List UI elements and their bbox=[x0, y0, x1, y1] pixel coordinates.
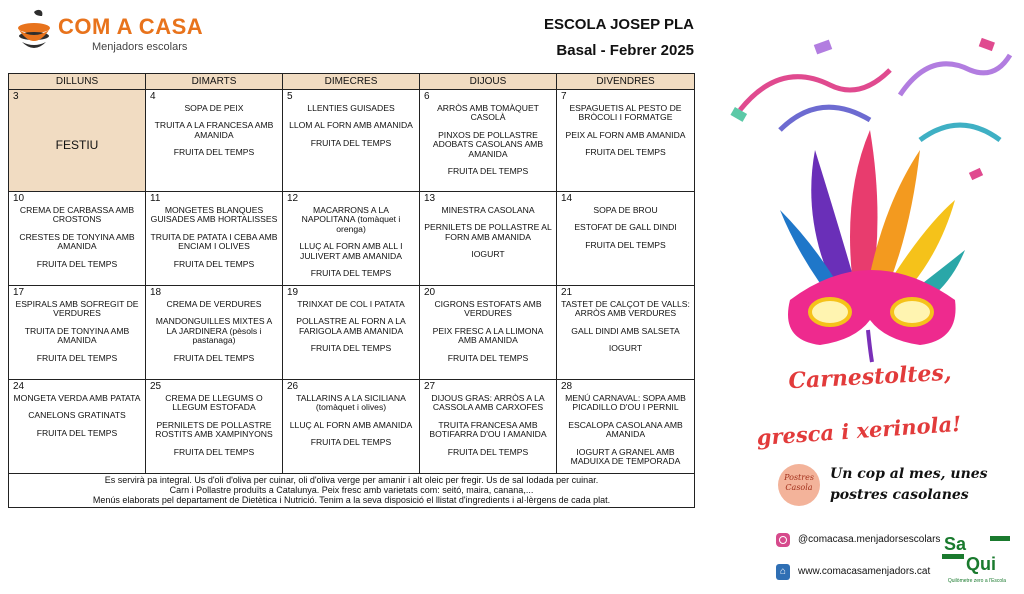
footer-note: Es servirà pa integral. Us d'oli d'oliva per cuinar, oli d'oliva verge per amanir i alt oleic per fregir. Us de sal Iodada per cuinar. bbox=[104, 475, 599, 485]
day-cell bbox=[9, 286, 146, 380]
promo-line: postres casolanes bbox=[830, 487, 969, 503]
dish-item: GALL DINDI AMB SALSETA bbox=[571, 325, 680, 336]
day-cell bbox=[557, 192, 694, 286]
dish-item: ARRÒS AMB TOMÀQUET CASOLÀ bbox=[437, 103, 539, 123]
weeks-grid bbox=[9, 90, 694, 474]
dish-item: ESTOFAT DE GALL DINDI bbox=[574, 222, 677, 233]
website-link[interactable]: www.comacasamenjadors.cat bbox=[798, 566, 931, 577]
day-cell bbox=[9, 380, 146, 474]
dish-item: TRUITA A LA FRANCESA AMB AMANIDA bbox=[154, 120, 274, 140]
day-cell bbox=[283, 90, 420, 192]
day-number: 20 bbox=[424, 287, 436, 298]
dish-item: CRESTES DE TONYINA AMB AMANIDA bbox=[19, 231, 135, 252]
dish-item: FRUITA DEL TEMPS bbox=[36, 258, 118, 269]
dish-item: FRUITA DEL TEMPS bbox=[585, 239, 666, 250]
badge-line: Postres bbox=[784, 473, 814, 482]
dish-item: FRUITA DEL TEMPS bbox=[173, 147, 255, 158]
dish-item: TRINXAT DE COL I PATATA bbox=[297, 299, 405, 309]
dish-item: SOPA DE PEIX bbox=[184, 103, 244, 113]
day-number: 10 bbox=[13, 193, 25, 204]
dish-item: FRUITA DEL TEMPS bbox=[310, 137, 392, 148]
weekday-friday: DIVENDRES bbox=[557, 74, 694, 90]
menu-calendar bbox=[8, 73, 695, 508]
day-cell bbox=[9, 192, 146, 286]
dish-item: CANELONS GRATINATS bbox=[28, 410, 126, 421]
day-number: 28 bbox=[561, 381, 573, 392]
day-number: 19 bbox=[287, 287, 299, 298]
promo-line: Un cop al mes, unes bbox=[830, 466, 988, 482]
dish-item: LLENTIES GUISADES bbox=[307, 103, 395, 113]
instagram-handle[interactable]: @comacasa.menjadorsescolars bbox=[798, 534, 941, 545]
dish-item: MACARRONS A LA NAPOLITANA (tomàquet i orenga) bbox=[301, 205, 401, 234]
day-number: 26 bbox=[287, 381, 299, 392]
carnival-mask-icon bbox=[720, 0, 1024, 594]
holiday-label: FESTIU bbox=[55, 138, 99, 152]
day-cell bbox=[283, 192, 420, 286]
day-cell bbox=[557, 286, 694, 380]
dish-item: MINESTRA CASOLANA bbox=[441, 205, 535, 215]
dish-item: FRUITA DEL TEMPS bbox=[585, 147, 666, 158]
day-cell bbox=[420, 380, 557, 474]
weekday-tuesday: DIMARTS bbox=[146, 74, 283, 90]
menu-footer-notes bbox=[9, 474, 694, 507]
dish-item: DIJOUS GRAS: ARRÒS A LA CASSOLA AMB CARXOFES bbox=[431, 393, 545, 413]
day-cell bbox=[9, 90, 146, 192]
homemade-desserts-badge bbox=[778, 464, 820, 506]
dish-item: LLUÇ AL FORN AMB AMANIDA bbox=[289, 419, 413, 430]
dish-item: IOGURT bbox=[608, 343, 643, 354]
dish-item: MONGETES BLANQUES GUISADES AMB HORTALISSES bbox=[150, 205, 278, 225]
day-number: 7 bbox=[561, 91, 567, 102]
menu-period: Basal - Febrer 2025 bbox=[556, 42, 694, 59]
day-number: 25 bbox=[150, 381, 162, 392]
day-cell bbox=[146, 286, 283, 380]
dish-item: PERNILETS DE POLLASTRE ROSTITS AMB XAMPINYONS bbox=[155, 419, 273, 440]
dish-item: LLUÇ AL FORN AMB ALL I JULIVERT AMB AMANIDA bbox=[299, 241, 403, 261]
dish-item: FRUITA DEL TEMPS bbox=[173, 352, 255, 363]
carnival-title: Carnestoltes, bbox=[787, 359, 953, 395]
dish-item: TRUITA DE PATATA I CEBA AMB ENCIAM I OLIVES bbox=[150, 231, 278, 252]
day-cell bbox=[283, 380, 420, 474]
web-icon[interactable]: ⌂ bbox=[776, 564, 790, 580]
dish-item: CIGRONS ESTOFATS AMB VERDURES bbox=[434, 299, 542, 319]
badge-line: Casola bbox=[785, 483, 813, 492]
dish-item: FRUITA DEL TEMPS bbox=[310, 343, 392, 354]
dish-item: FRUITA DEL TEMPS bbox=[447, 352, 529, 363]
day-number: 24 bbox=[13, 381, 25, 392]
dish-item: SOPA DE BROU bbox=[593, 205, 658, 215]
week-row bbox=[9, 286, 694, 380]
day-cell bbox=[420, 286, 557, 380]
day-number: 17 bbox=[13, 287, 25, 298]
day-cell bbox=[420, 192, 557, 286]
bowl-logo-icon bbox=[14, 8, 54, 56]
day-cell bbox=[146, 90, 283, 192]
day-number: 18 bbox=[150, 287, 162, 298]
day-cell bbox=[283, 286, 420, 380]
week-row bbox=[9, 192, 694, 286]
dish-item: TRUITA FRANCESA AMB BOTIFARRA D'OU I AMANIDA bbox=[429, 419, 547, 440]
dish-item: LLOM AL FORN AMB AMANIDA bbox=[289, 120, 413, 131]
instagram-icon[interactable] bbox=[776, 533, 790, 547]
svg-text:Qui: Qui bbox=[966, 554, 996, 574]
dish-item: IOGURT A GRANEL AMB MADUIXA DE TEMPORADA bbox=[570, 446, 681, 467]
week-row bbox=[9, 90, 694, 192]
brand-name: COM A CASA bbox=[58, 14, 204, 39]
day-cell bbox=[557, 90, 694, 192]
dish-item: IOGURT bbox=[471, 249, 505, 260]
dish-item: ESPIRALS AMB SOFREGIT DE VERDURES bbox=[15, 299, 139, 319]
day-number: 5 bbox=[287, 91, 293, 102]
dish-item: FRUITA DEL TEMPS bbox=[36, 352, 118, 363]
dish-item: ESCALOPA CASOLANA AMB AMANIDA bbox=[568, 419, 683, 440]
day-number: 11 bbox=[150, 193, 161, 204]
dish-item: CREMA DE VERDURES bbox=[166, 299, 262, 309]
dish-item: FRUITA DEL TEMPS bbox=[447, 446, 529, 457]
day-number: 14 bbox=[561, 193, 573, 204]
dish-item: ESPAGUETIS AL PESTO DE BRÒCOLI I FORMATGE bbox=[569, 103, 682, 123]
svg-text:Sa: Sa bbox=[944, 534, 967, 554]
dish-item: CREMA DE CARBASSA AMB CROSTONS bbox=[19, 205, 135, 225]
dish-item: MONGETA VERDA AMB PATATA bbox=[13, 393, 141, 403]
school-name: ESCOLA JOSEP PLA bbox=[543, 16, 694, 33]
week-row bbox=[9, 380, 694, 474]
dish-item: TALLARINS A LA SICILIANA (tomàquet i olives) bbox=[296, 393, 406, 413]
dish-item: MENÚ CARNAVAL: SOPA AMB PICADILLO D'OU I PERNIL bbox=[565, 393, 686, 413]
dish-item: FRUITA DEL TEMPS bbox=[310, 268, 392, 279]
dish-item: TRUITA DE TONYINA AMB AMANIDA bbox=[24, 325, 130, 346]
dish-item: FRUITA DEL TEMPS bbox=[173, 446, 255, 457]
dish-item: FRUITA DEL TEMPS bbox=[310, 437, 392, 448]
day-cell bbox=[146, 380, 283, 474]
partner-logo-caption: Quilòmetre zero a l'Escola bbox=[947, 578, 1007, 584]
dish-item: MANDONGUILLES MIXTES A LA JARDINERA (pèsols i pastanaga) bbox=[155, 316, 273, 346]
dish-item: PINXOS DE POLLASTRE ADOBATS CASOLANS AMB AMANIDA bbox=[432, 129, 544, 159]
day-number: 21 bbox=[561, 287, 573, 298]
footer-note: Menús elaborats pel departament de Dietètica i Nutrició. Tenim a la seva disposició el llistat d'ingredients i al·lèrgens de cada plat. bbox=[92, 495, 611, 505]
day-cell bbox=[420, 90, 557, 192]
day-number: 6 bbox=[424, 91, 430, 102]
day-cell bbox=[146, 192, 283, 286]
dish-item: CREMA DE LLEGUMS O LLEGUM ESTOFADA bbox=[165, 393, 263, 413]
carnival-subtitle: gresca i xerinola! bbox=[755, 410, 963, 451]
day-number: 4 bbox=[150, 91, 156, 102]
dish-item: POLLASTRE AL FORN A LA FARIGOLA AMB AMANIDA bbox=[296, 316, 406, 336]
day-number: 27 bbox=[424, 381, 436, 392]
dish-item: FRUITA DEL TEMPS bbox=[36, 427, 118, 438]
day-number: 13 bbox=[424, 193, 436, 204]
brand-logo bbox=[14, 8, 214, 60]
brand-tagline: Menjadors escolars bbox=[92, 41, 188, 53]
weekday-monday: DILLUNS bbox=[9, 74, 146, 90]
weekday-header-row bbox=[9, 74, 694, 90]
weekday-wednesday: DIMECRES bbox=[283, 74, 420, 90]
dish-item: PEIX FRESC A LA LLIMONA AMB AMANIDA bbox=[432, 325, 544, 346]
dish-item: FRUITA DEL TEMPS bbox=[173, 258, 255, 269]
dish-item: FRUITA DEL TEMPS bbox=[447, 166, 529, 177]
day-cell bbox=[557, 380, 694, 474]
dish-item: TASTET DE CALÇOT DE VALLS: ARRÒS AMB VERDURES bbox=[561, 299, 690, 319]
weekday-thursday: DIJOUS bbox=[420, 74, 557, 90]
footer-note: Carn i Pollastre produïts a Catalunya. Peix fresc amb varietats com: seitó, maira, canana,... bbox=[169, 485, 534, 495]
day-number: 3 bbox=[13, 91, 19, 102]
dish-item: PEIX AL FORN AMB AMANIDA bbox=[565, 129, 686, 140]
dish-item: PERNILETS DE POLLASTRE AL FORN AMB AMANIDA bbox=[424, 222, 552, 242]
day-number: 12 bbox=[287, 193, 299, 204]
